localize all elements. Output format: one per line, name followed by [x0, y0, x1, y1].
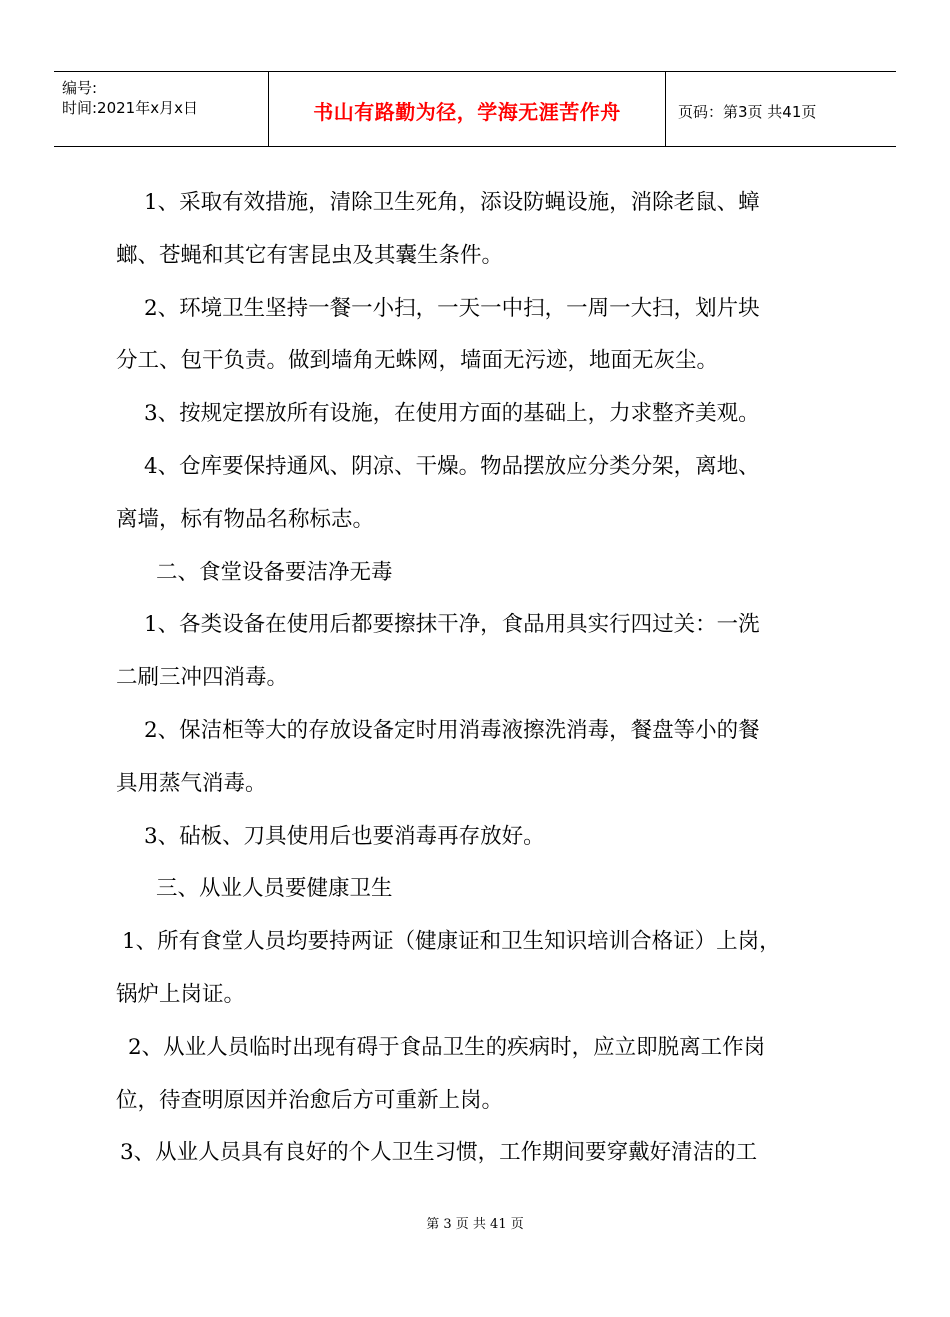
- paragraph: 1、所有食堂人员均要持两证（健康证和卫生知识培训合格证）上岗，: [122, 929, 781, 955]
- paragraph: 锅炉上岗证。: [116, 981, 246, 1007]
- paragraph: 3、砧板、刀具使用后也要消毒再存放好。: [144, 823, 545, 849]
- paragraph: 螂、苍蝇和其它有害昆虫及其囊生条件。: [116, 242, 504, 268]
- header-motto-cell: [269, 72, 666, 146]
- paragraph: 2、从业人员临时出现有碍于食品卫生的疾病时，应立即脱离工作岗: [128, 1034, 766, 1060]
- paragraph: 具用蒸气消毒。: [116, 770, 267, 796]
- header-page-info: 页码：第3页 共41页: [678, 103, 817, 121]
- paragraph: 3、按规定摆放所有设施，在使用方面的基础上，力求整齐美观。: [144, 401, 760, 427]
- paragraph: 1、采取有效措施，清除卫生死角，添设防蝇设施，消除老鼠、蟑: [144, 190, 760, 215]
- header-meta-cell: [54, 72, 269, 146]
- document-time-label: 时间:2021年x月x日: [62, 99, 198, 117]
- document-header: [54, 71, 896, 147]
- paragraph: 2、保洁柜等大的存放设备定时用消毒液擦洗消毒，餐盘等小的餐: [144, 717, 760, 743]
- section-heading: 二、食堂设备要洁净无毒: [156, 559, 393, 585]
- paragraph: 分工、包干负责。做到墙角无蛛网，墙面无污迹，地面无灰尘。: [116, 348, 719, 374]
- page-footer: 第 3 页 共 41 页: [426, 1217, 524, 1232]
- paragraph: 4、仓库要保持通风、阴凉、干燥。物品摆放应分类分架，离地、: [144, 453, 760, 479]
- paragraph: 二刷三冲四消毒。: [116, 665, 289, 691]
- paragraph: 1、各类设备在使用后都要擦抹干净，食品用具实行四过关：一洗: [144, 612, 760, 638]
- header-page-cell: [666, 72, 896, 146]
- paragraph: 位，待查明原因并治愈后方可重新上岗。: [116, 1087, 504, 1113]
- paragraph: 3、从业人员具有良好的个人卫生习惯，工作期间要穿戴好清洁的工: [120, 1140, 758, 1166]
- header-motto: 书山有路勤为径，学海无涯苦作舟: [313, 100, 621, 124]
- paragraph: 离墙，标有物品名称标志。: [116, 506, 375, 532]
- document-number-label: 编号:: [62, 79, 98, 97]
- paragraph: 2、环境卫生坚持一餐一小扫，一天一中扫，一周一大扫，划片块: [144, 295, 760, 321]
- document-body: [116, 177, 838, 1180]
- section-heading: 三、从业人员要健康卫生: [156, 876, 393, 902]
